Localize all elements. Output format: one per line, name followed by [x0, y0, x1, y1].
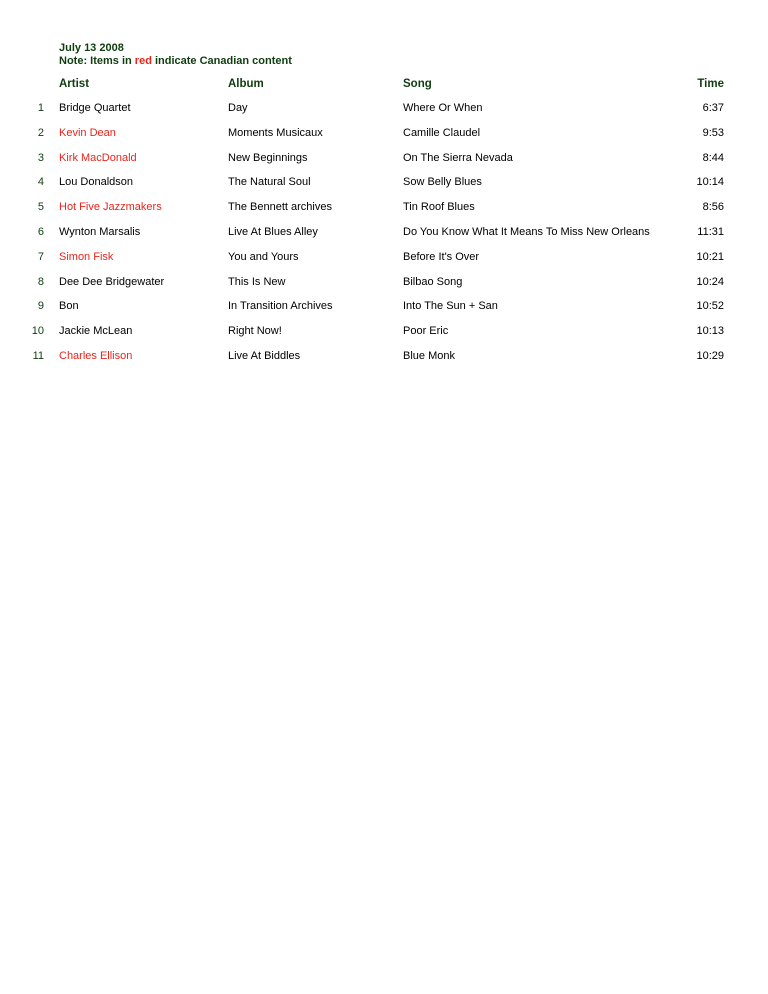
track-number: 1 — [37, 102, 44, 114]
table-row — [0, 350, 768, 375]
table-row — [0, 201, 768, 226]
artist-cell: Kirk MacDonald — [59, 151, 137, 164]
track-number: 6 — [37, 225, 44, 238]
artist-cell: Bon — [59, 300, 79, 313]
album-cell: You and Yours — [228, 250, 299, 263]
table-row — [0, 226, 768, 251]
time-cell: 10:52 — [696, 300, 724, 313]
track-number: 3 — [37, 151, 44, 164]
column-header-artist: Artist — [59, 78, 90, 90]
song-cell: Sow Belly Blues — [403, 176, 482, 189]
canadian-content-note — [59, 55, 292, 68]
song-cell: Before It's Over — [403, 250, 480, 263]
table-row — [0, 276, 768, 301]
song-cell: Do You Know What It Means To Miss New Orleans — [403, 225, 650, 238]
table-row — [0, 251, 768, 276]
table-row — [0, 325, 768, 350]
column-headers — [0, 78, 768, 92]
artist-cell: Dee Dee Bridgewater — [59, 275, 165, 288]
time-cell: 10:13 — [696, 325, 724, 338]
artist-cell: Wynton Marsalis — [59, 225, 141, 238]
artist-cell: Jackie McLean — [59, 325, 133, 338]
time-cell: 10:24 — [696, 275, 724, 288]
song-cell: Tin Roof Blues — [403, 201, 475, 214]
time-cell: 9:53 — [702, 126, 724, 139]
time-cell: 10:29 — [696, 349, 724, 362]
playlist-table — [0, 102, 768, 375]
album-cell: Moments Musicaux — [228, 126, 323, 139]
track-number: 8 — [37, 275, 44, 288]
song-cell: Camille Claudel — [403, 126, 481, 139]
album-cell: In Transition Archives — [228, 300, 333, 313]
artist-cell: Hot Five Jazzmakers — [59, 201, 162, 214]
note-suffix: indicate Canadian content — [151, 55, 292, 67]
time-cell: 8:56 — [702, 201, 724, 214]
song-cell: Where Or When — [403, 102, 483, 114]
artist-cell: Charles Ellison — [59, 349, 133, 362]
table-row — [0, 127, 768, 152]
track-number: 11 — [32, 349, 44, 362]
column-header-time: Time — [697, 78, 724, 90]
track-number: 9 — [37, 300, 44, 313]
track-number: 5 — [37, 201, 44, 214]
time-cell: 8:44 — [702, 151, 724, 164]
album-cell: Live At Blues Alley — [228, 225, 318, 238]
track-number: 10 — [31, 325, 44, 338]
note-red-word: red — [134, 55, 152, 67]
album-cell: New Beginnings — [228, 151, 308, 164]
song-cell: Blue Monk — [403, 349, 455, 362]
album-cell: This Is New — [228, 275, 286, 288]
song-cell: Poor Eric — [403, 325, 449, 338]
album-cell: Live At Biddles — [228, 349, 301, 362]
song-cell: Bilbao Song — [403, 275, 463, 288]
artist-cell: Kevin Dean — [59, 126, 116, 139]
column-header-album: Album — [228, 78, 264, 90]
album-cell: The Natural Soul — [228, 176, 311, 189]
artist-cell: Simon Fisk — [59, 250, 114, 263]
song-cell: On The Sierra Nevada — [403, 151, 513, 164]
track-number: 4 — [37, 176, 44, 189]
album-cell: The Bennett archives — [228, 201, 332, 214]
artist-cell: Bridge Quartet — [59, 102, 131, 114]
time-cell: 10:21 — [696, 250, 724, 263]
track-number: 2 — [37, 126, 44, 139]
time-cell: 6:37 — [702, 102, 724, 114]
time-cell: 11:31 — [697, 225, 724, 238]
table-row — [0, 152, 768, 177]
artist-cell: Lou Donaldson — [59, 176, 134, 189]
note-prefix: Note: Items in — [59, 55, 135, 67]
track-number: 7 — [37, 250, 44, 263]
table-row — [0, 300, 768, 325]
column-header-song: Song — [403, 78, 432, 90]
album-cell: Right Now! — [228, 325, 282, 338]
page-header — [59, 42, 292, 68]
table-row — [0, 176, 768, 201]
song-cell: Into The Sun + San — [403, 300, 498, 313]
playlist-date: July 13 2008 — [59, 42, 124, 54]
table-row — [0, 102, 768, 127]
album-cell: Day — [228, 102, 248, 114]
time-cell: 10:14 — [696, 176, 724, 189]
